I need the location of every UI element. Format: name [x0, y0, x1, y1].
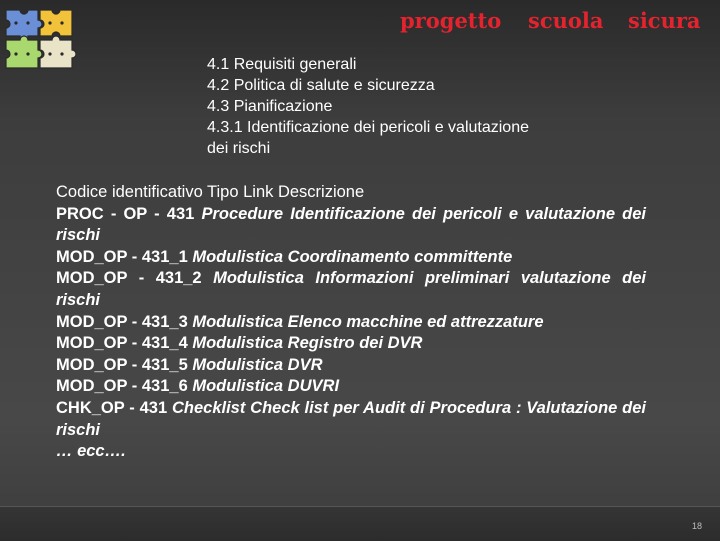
document-description: Modulistica DVR: [192, 355, 323, 374]
footer-band: [0, 506, 720, 541]
document-code: MOD_OP - 431_4: [56, 334, 193, 353]
document-row: [56, 376, 646, 398]
puzzle-pieces-icon: [2, 6, 76, 72]
etc-text: … ecc….: [56, 442, 126, 461]
document-description: Procedure Identificazione dei pericoli e valutazione dei rischi: [56, 204, 646, 245]
document-description: Modulistica Informazioni preliminari valutazione dei rischi: [56, 269, 647, 309]
document-code: MOD_OP - 431_1: [56, 247, 193, 266]
requirement-item: 4.3 Pianificazione: [207, 98, 333, 115]
requirement-item: 4.2 Politica di salute e sicurezza: [207, 77, 435, 94]
document-row: [56, 312, 646, 334]
document-row: [56, 268, 646, 311]
document-description: Modulistica Registro dei DVR: [192, 334, 423, 353]
page-number: 18: [691, 521, 702, 531]
document-code: MOD_OP - 431_6: [56, 377, 193, 396]
document-description: Checklist Check list per Audit di Procedura : Valutazione dei rischi: [56, 398, 646, 439]
requirement-item: 4.1 Requisiti generali: [207, 56, 357, 73]
slide-title: [360, 6, 710, 36]
document-list-footer: [56, 441, 646, 463]
document-row: [56, 247, 646, 269]
requirement-item: dei rischi: [207, 140, 271, 157]
document-code: PROC - OP - 431: [56, 204, 202, 223]
document-code: MOD_OP - 431_3: [56, 312, 193, 331]
title-word-progetto: progetto: [400, 8, 502, 33]
document-code: MOD_OP - 431_5: [56, 355, 193, 374]
document-row: [56, 398, 646, 441]
title-word-scuola: scuola: [528, 8, 604, 33]
document-row: [56, 204, 646, 247]
requirements-list: [207, 54, 627, 159]
document-row: [56, 355, 646, 377]
document-row: [56, 333, 646, 355]
requirement-item: 4.3.1 Identificazione dei pericoli e valutazione: [207, 119, 529, 136]
document-code: MOD_OP - 431_2: [56, 269, 214, 288]
title-word-sicura: sicura: [628, 8, 701, 33]
document-code: CHK_OP - 431: [56, 398, 172, 417]
document-description: Modulistica DUVRI: [192, 377, 340, 396]
document-list: [56, 182, 646, 463]
document-description: Modulistica Elenco macchine ed attrezzature: [192, 312, 544, 331]
document-list-header: Codice identificativo Tipo Link Descrizione: [56, 183, 365, 201]
document-description: Modulistica Coordinamento committente: [192, 247, 513, 266]
